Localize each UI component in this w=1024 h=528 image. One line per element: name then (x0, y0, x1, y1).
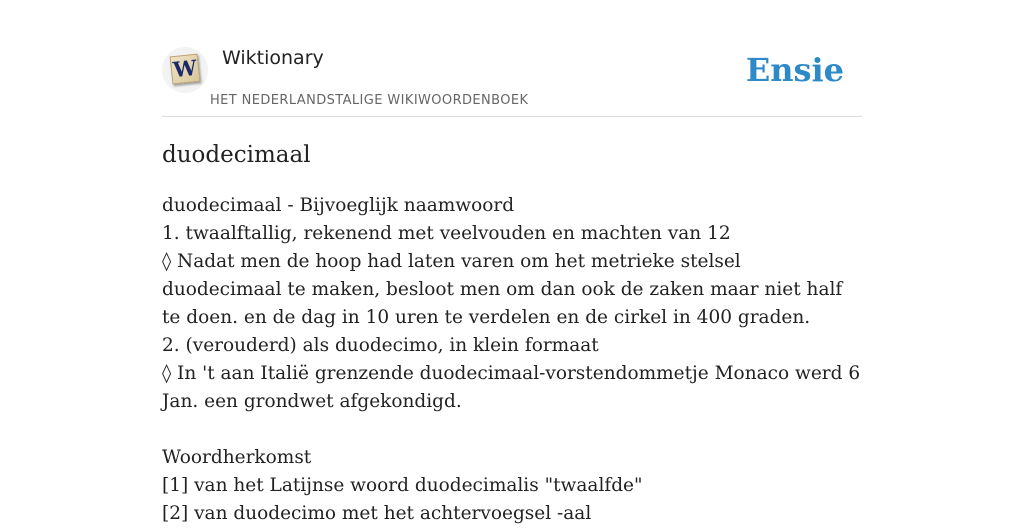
logo-letter: W (171, 54, 198, 83)
etymology-heading: Woordherkomst (162, 447, 312, 468)
page-title: duodecimaal (162, 142, 311, 168)
ensie-brand-link[interactable]: Ensie (745, 51, 844, 89)
site-name[interactable]: Wiktionary (222, 47, 324, 69)
wiktionary-logo[interactable] (162, 47, 208, 93)
site-header (162, 0, 862, 117)
entry-heading: duodecimaal - Bijvoeglijk naamwoord (162, 195, 515, 216)
logo-tile-icon (170, 54, 201, 85)
example-2: ◊ In 't aan Italië grenzende duodecimaal-vorstendommetje Monaco werd 6 Jan. een grondwet afgekondigd. (162, 363, 861, 412)
site-tagline: HET NEDERLANDSTALIGE WIKIWOORDENBOEK (210, 93, 529, 108)
etymology-item-1: [1] van het Latijnse woord duodecimalis "twaalfde" (162, 475, 643, 496)
etymology-item-2: [2] van duodecimo met het achtervoegsel -aal (162, 503, 592, 524)
entry-content (162, 192, 862, 528)
definition-2: 2. (verouderd) als duodecimo, in klein formaat (162, 335, 599, 356)
page-container (162, 0, 862, 524)
definition-1: 1. twaalftallig, rekenend met veelvouden en machten van 12 (162, 223, 731, 244)
example-1: ◊ Nadat men de hoop had laten varen om het metrieke stelsel duodecimaal te maken, besloot men om dan ook de zaken maar niet half te doen. en de dag in 10 uren te verdelen en de cirkel in 400 graden. (162, 251, 843, 328)
section-spacer (162, 416, 862, 444)
